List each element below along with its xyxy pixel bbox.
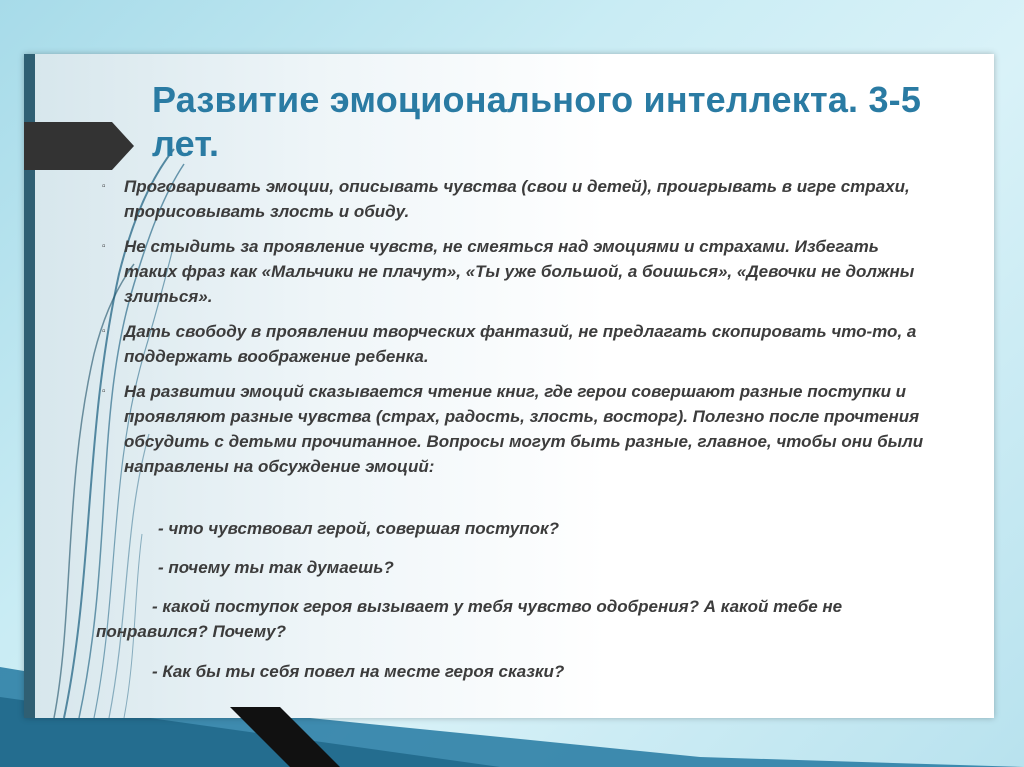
slide-title: Развитие эмоционального интеллекта. 3-5 лет. <box>152 79 922 164</box>
bullet-marker-icon: ▫ <box>102 386 106 397</box>
bullet-list <box>102 174 932 489</box>
question-line: - что чувствовал герой, совершая поступок? <box>158 519 559 538</box>
bottom-decorative-stripe <box>0 707 1024 767</box>
slide <box>24 54 994 718</box>
title-tab-marker <box>24 122 134 170</box>
list-item <box>102 234 932 309</box>
bullet-marker-icon: ▫ <box>102 241 106 252</box>
list-item <box>102 174 932 224</box>
bullet-text: Проговаривать эмоции, описывать чувства (свои и детей), проигрывать в игре страхи, прорисовывать злость и обиду. <box>124 177 910 221</box>
question-line: - Как бы ты себя повел на месте героя сказки? <box>152 662 565 681</box>
bullet-marker-icon: ▫ <box>102 326 106 337</box>
list-item <box>102 379 932 479</box>
question-line: - какой поступок героя вызывает у тебя чувство одобрения? А какой тебе не понравился? Почему? <box>96 597 843 641</box>
bullet-text: Дать свободу в проявлении творческих фантазий, не предлагать скопировать что-то, а поддержать воображение ребенка. <box>124 322 917 366</box>
question-line: - почему ты так думаешь? <box>158 558 394 577</box>
bullet-text: На развитии эмоций сказывается чтение книг, где герои совершают разные поступки и проявляют разные чувства (страх, радость, злость, восторг). Полезно после прочтения обсудить с детьми прочитанное. Вопросы могут быть разные, главное, чтобы они были направлены на обсуждение эмоций: <box>124 382 924 476</box>
bullet-marker-icon: ▫ <box>102 181 106 192</box>
bullet-text: Не стыдить за проявление чувств, не смеяться над эмоциями и страхами. Избегать таких фраз как «Мальчики не плачут», «Ты уже большой, а боишься», «Девочки не должны злиться». <box>124 237 915 306</box>
list-item <box>102 319 932 369</box>
